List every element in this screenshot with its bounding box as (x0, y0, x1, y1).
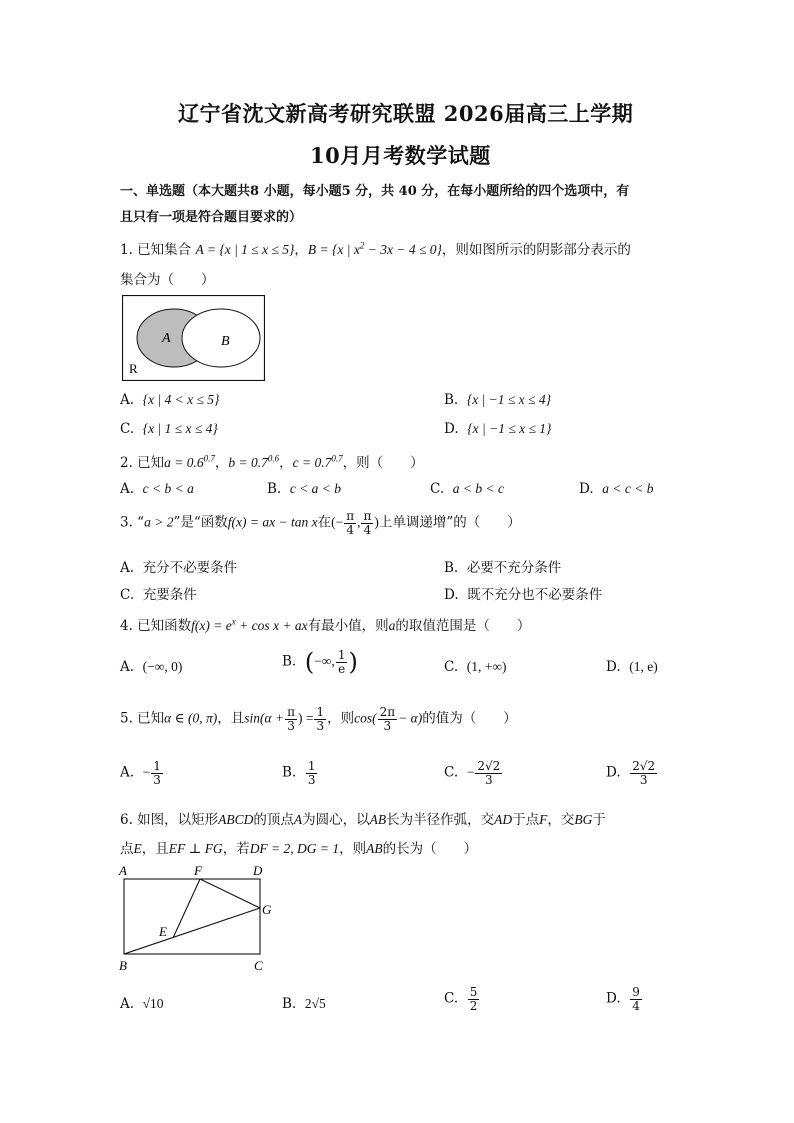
q3-option-c[interactable]: C. 充要条件 (120, 587, 197, 603)
q3-option-d[interactable]: D. 既不充分也不必要条件 (444, 587, 603, 603)
venn-label-b: B (221, 334, 230, 349)
q5-b-frac: $\frac{1}{3}$ (307, 759, 316, 787)
q5-a-frac: $\frac{1}{3}$ (153, 759, 161, 787)
section-header-line1: 一、单选题（本大题共8 小题，每小题5 分，共 40 分，在每小题所给的四个选项中，有 (120, 184, 630, 199)
q2-option-a[interactable]: A. c < b < a (120, 481, 194, 497)
q6-option-b[interactable]: B. 2√5 (282, 996, 326, 1012)
venn-label-r: R (129, 361, 138, 376)
section-header-line2: 且只有一项是符合题目要求的） (120, 210, 303, 225)
q1-set-a: A = {x | 1 ≤ x ≤ 5} (195, 242, 295, 257)
fig-label-f: F (194, 863, 202, 878)
q6-option-d[interactable]: D. $\frac{9}{4}$ (606, 985, 640, 1013)
fig-label-e: E (159, 924, 167, 939)
q4-option-b[interactable]: B. (−∞, $\frac{1}{e}$ ) (282, 647, 358, 676)
q4-b-frac: $\frac{1}{e}$ (337, 647, 346, 676)
q5-d-frac: $\frac{2√2}{3}$ (632, 759, 656, 787)
q1-option-a[interactable]: A. {x | 4 < x ≤ 5} (120, 392, 220, 408)
question-1-line1 (120, 238, 631, 258)
q5-option-c[interactable]: C. − $\frac{2√2}{3}$ (444, 759, 501, 787)
question-6-line2: 点E，且EF ⊥ FG，若DF = 2, DG = 1，则AB的长为（ ） (120, 841, 478, 857)
q3-frac-2: $\frac{\pi}{4}$ (363, 509, 372, 537)
q4-option-d[interactable]: D. (1, e) (606, 659, 658, 675)
q4-func: $f(x) = e^x + \cos x$ + ax (191, 616, 308, 633)
rectangle-figure (116, 862, 286, 974)
rect-abcd (124, 879, 260, 954)
q5-option-b[interactable]: B. $\frac{1}{3}$ (282, 759, 316, 787)
venn-diagram (122, 295, 265, 381)
q5-c-frac: $\frac{2√2}{3}$ (477, 759, 501, 787)
question-2: 2. 已知$a = 0.6^{0.7}$，$b = 0.7^{0.6}$，$c = 0.7^{0.7}$，则（ ） (120, 453, 424, 471)
exam-title-line1: 辽宁省沈文新高考研究联盟 2026届高三上学期 (178, 101, 634, 126)
q5-frac-pi3: $\frac{\pi}{3}$ (287, 705, 295, 733)
question-4: 4. 已知函数$f(x) = e^x + \cos x$ + ax有最小值，则a的取值范围是（ ） (120, 616, 531, 634)
q1-suffix: ，则如图所示的阴影部分表示的 (441, 242, 631, 258)
question-1-line2: 集合为（ ） (120, 272, 215, 288)
q1-option-c[interactable]: C. {x | 1 ≤ x ≤ 4} (120, 421, 218, 437)
segment-bg (124, 908, 260, 954)
q5-option-d[interactable]: D. $\frac{2√2}{3}$ (606, 759, 656, 787)
q2-option-b[interactable]: B. c < a < b (267, 481, 342, 497)
fig-label-c: C (254, 958, 263, 973)
q6-c-frac: $\frac{5}{2}$ (469, 985, 478, 1013)
segment-fg (200, 879, 260, 908)
q5-option-a[interactable]: A. − $\frac{1}{3}$ (120, 759, 161, 787)
q4-option-c[interactable]: C. (1, +∞) (444, 659, 507, 675)
q2-b: $b = 0.7^{0.6}$ (228, 453, 280, 470)
question-3: 3. “a > 2”是“函数f(x) = ax − tan x在(− $\frac{\pi}{4}$ , $\frac{\pi}{4}$ )上单调递增”的（ ） (120, 509, 521, 537)
fig-label-g: G (262, 902, 272, 917)
exam-title-line2: 10月月考数学试题 (310, 143, 491, 168)
q5-frac-13: $\frac{1}{3}$ (316, 705, 325, 733)
q1-option-d[interactable]: D. {x | −1 ≤ x ≤ 1} (444, 421, 552, 437)
q1-sep: ， (294, 242, 308, 258)
q1-prefix: 1. 已知集合 (120, 242, 192, 258)
q2-c: $c = 0.7^{0.7}$ (292, 453, 343, 470)
question-5: 5. 已知α ∈ (0, π)，且sin(α + $\frac{\pi}{3}$ ) = $\frac{1}{3}$ ，则cos( $\frac{2\pi}{3}$ − α)的值为（ ） (120, 705, 517, 733)
q1-set-b: B = {x | $x^2 - 3x - 4 \le 0$} (307, 240, 442, 257)
venn-label-a: A (162, 331, 171, 346)
q2-option-d[interactable]: D. a < c < b (579, 481, 654, 497)
q6-option-a[interactable]: A. √10 (120, 996, 164, 1012)
q2-a: $a = 0.6^{0.7}$ (164, 453, 215, 470)
q3-frac-1: $\frac{\pi}{4}$ (346, 509, 355, 537)
q3-option-b[interactable]: B. 必要不充分条件 (444, 560, 562, 576)
q4-option-a[interactable]: A. (−∞, 0) (120, 659, 183, 675)
fig-label-d: D (253, 863, 263, 878)
q2-option-c[interactable]: C. a < b < c (430, 481, 504, 497)
fig-label-a: A (119, 863, 127, 878)
q3-option-a[interactable]: A. 充分不必要条件 (120, 560, 238, 576)
q6-d-frac: $\frac{9}{4}$ (632, 985, 640, 1013)
q1-option-b[interactable]: B. {x | −1 ≤ x ≤ 4} (444, 392, 551, 408)
fig-label-b: B (119, 958, 127, 973)
q5-frac-2pi3: $\frac{2\pi}{3}$ (379, 705, 396, 733)
question-6-line1: 6. 如图，以矩形ABCD的顶点A为圆心，以AB长为半径作弧，交AD于点F，交BG于 (120, 812, 606, 828)
q6-option-c[interactable]: C. $\frac{5}{2}$ (444, 985, 478, 1013)
